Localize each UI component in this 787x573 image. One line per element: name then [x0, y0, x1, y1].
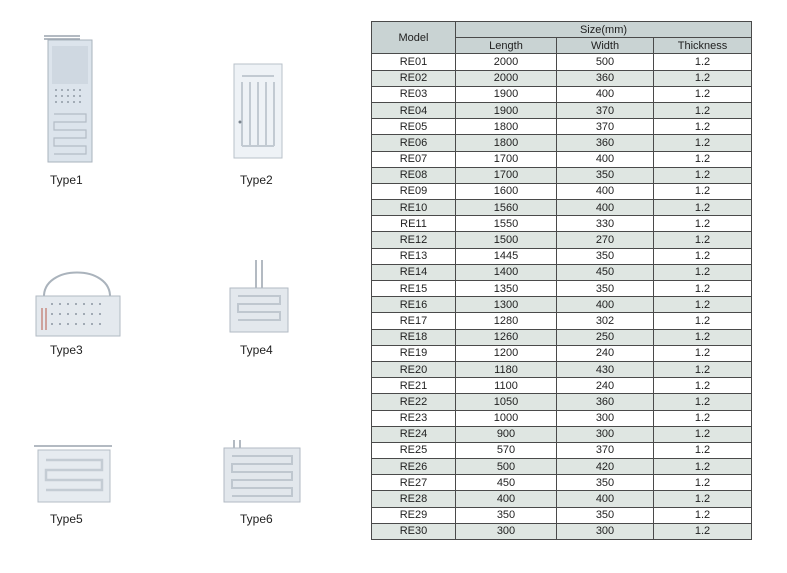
model-cell: RE27	[372, 475, 456, 491]
table-row	[372, 507, 752, 523]
table-row	[372, 491, 752, 507]
length-cell: 1800	[456, 135, 557, 151]
size-header: Size(mm)	[456, 22, 752, 38]
width-cell: 240	[557, 345, 654, 361]
table-row	[372, 345, 752, 361]
length-cell: 1400	[456, 264, 557, 280]
model-cell: RE05	[372, 119, 456, 135]
table-row	[372, 313, 752, 329]
type6-plate-image	[220, 438, 302, 506]
model-cell: RE20	[372, 361, 456, 377]
width-cell: 430	[557, 361, 654, 377]
table-row	[372, 102, 752, 118]
type4-plate-image	[226, 258, 292, 336]
model-cell: RE03	[372, 86, 456, 102]
table-row	[372, 297, 752, 313]
width-cell: 400	[557, 151, 654, 167]
length-cell: 300	[456, 523, 557, 539]
thickness-cell: 1.2	[654, 200, 752, 216]
length-cell: 2000	[456, 54, 557, 70]
width-cell: 400	[557, 200, 654, 216]
length-cell: 1100	[456, 378, 557, 394]
thickness-cell: 1.2	[654, 151, 752, 167]
thickness-cell: 1.2	[654, 297, 752, 313]
table-row	[372, 232, 752, 248]
width-cell: 270	[557, 232, 654, 248]
table-row	[372, 200, 752, 216]
length-cell: 1000	[456, 410, 557, 426]
model-cell: RE14	[372, 264, 456, 280]
table-row	[372, 264, 752, 280]
table-row	[372, 70, 752, 86]
length-cell: 1280	[456, 313, 557, 329]
length-cell: 1800	[456, 119, 557, 135]
thickness-header: Thickness	[654, 38, 752, 54]
width-cell: 240	[557, 378, 654, 394]
model-cell: RE30	[372, 523, 456, 539]
thickness-cell: 1.2	[654, 232, 752, 248]
table-row	[372, 86, 752, 102]
model-cell: RE15	[372, 281, 456, 297]
table-row	[372, 523, 752, 539]
width-cell: 250	[557, 329, 654, 345]
table-row	[372, 135, 752, 151]
table-row	[372, 394, 752, 410]
model-cell: RE18	[372, 329, 456, 345]
length-cell: 1260	[456, 329, 557, 345]
thickness-cell: 1.2	[654, 394, 752, 410]
table-row	[372, 281, 752, 297]
table-row	[372, 410, 752, 426]
length-cell: 570	[456, 442, 557, 458]
width-cell: 302	[557, 313, 654, 329]
width-cell: 350	[557, 475, 654, 491]
table-row	[372, 361, 752, 377]
length-cell: 400	[456, 491, 557, 507]
width-cell: 400	[557, 297, 654, 313]
model-cell: RE16	[372, 297, 456, 313]
thickness-cell: 1.2	[654, 216, 752, 232]
model-cell: RE22	[372, 394, 456, 410]
model-cell: RE07	[372, 151, 456, 167]
table-body	[372, 54, 752, 540]
table-row	[372, 167, 752, 183]
length-cell: 1600	[456, 183, 557, 199]
length-cell: 450	[456, 475, 557, 491]
thickness-cell: 1.2	[654, 167, 752, 183]
length-cell: 1500	[456, 232, 557, 248]
length-cell: 900	[456, 426, 557, 442]
thickness-cell: 1.2	[654, 102, 752, 118]
length-cell: 500	[456, 459, 557, 475]
thickness-cell: 1.2	[654, 523, 752, 539]
length-cell: 1050	[456, 394, 557, 410]
length-cell: 1560	[456, 200, 557, 216]
model-cell: RE01	[372, 54, 456, 70]
thickness-cell: 1.2	[654, 54, 752, 70]
length-cell: 350	[456, 507, 557, 523]
length-cell: 1350	[456, 281, 557, 297]
width-header: Width	[557, 38, 654, 54]
width-cell: 400	[557, 86, 654, 102]
width-cell: 350	[557, 248, 654, 264]
thickness-cell: 1.2	[654, 459, 752, 475]
model-cell: RE04	[372, 102, 456, 118]
length-cell: 1700	[456, 167, 557, 183]
width-cell: 400	[557, 183, 654, 199]
type4-label: Type4	[240, 343, 273, 357]
type3-label: Type3	[50, 343, 83, 357]
model-cell: RE21	[372, 378, 456, 394]
thickness-cell: 1.2	[654, 491, 752, 507]
model-cell: RE09	[372, 183, 456, 199]
thickness-cell: 1.2	[654, 135, 752, 151]
model-cell: RE26	[372, 459, 456, 475]
width-cell: 350	[557, 281, 654, 297]
width-cell: 370	[557, 442, 654, 458]
thickness-cell: 1.2	[654, 264, 752, 280]
type1-label: Type1	[50, 173, 83, 187]
model-cell: RE06	[372, 135, 456, 151]
length-cell: 1180	[456, 361, 557, 377]
type6-label: Type6	[240, 512, 273, 526]
model-cell: RE19	[372, 345, 456, 361]
thickness-cell: 1.2	[654, 345, 752, 361]
table-row	[372, 151, 752, 167]
model-cell: RE13	[372, 248, 456, 264]
thickness-cell: 1.2	[654, 119, 752, 135]
width-cell: 360	[557, 70, 654, 86]
width-cell: 420	[557, 459, 654, 475]
length-cell: 1550	[456, 216, 557, 232]
type5-plate-image	[32, 442, 114, 506]
width-cell: 360	[557, 394, 654, 410]
width-cell: 360	[557, 135, 654, 151]
width-cell: 350	[557, 507, 654, 523]
model-cell: RE23	[372, 410, 456, 426]
length-cell: 1900	[456, 102, 557, 118]
model-header: Model	[372, 22, 456, 54]
model-cell: RE24	[372, 426, 456, 442]
width-cell: 500	[557, 54, 654, 70]
width-cell: 370	[557, 119, 654, 135]
width-cell: 300	[557, 426, 654, 442]
width-cell: 450	[557, 264, 654, 280]
length-cell: 2000	[456, 70, 557, 86]
table-row	[372, 442, 752, 458]
model-cell: RE25	[372, 442, 456, 458]
thickness-cell: 1.2	[654, 378, 752, 394]
model-cell: RE10	[372, 200, 456, 216]
thickness-cell: 1.2	[654, 281, 752, 297]
thickness-cell: 1.2	[654, 361, 752, 377]
thickness-cell: 1.2	[654, 410, 752, 426]
type3-plate-image	[32, 258, 122, 338]
model-cell: RE29	[372, 507, 456, 523]
thickness-cell: 1.2	[654, 475, 752, 491]
width-cell: 370	[557, 102, 654, 118]
model-cell: RE11	[372, 216, 456, 232]
thickness-cell: 1.2	[654, 329, 752, 345]
table-row	[372, 475, 752, 491]
thickness-cell: 1.2	[654, 426, 752, 442]
width-cell: 400	[557, 491, 654, 507]
table-row	[372, 459, 752, 475]
thickness-cell: 1.2	[654, 183, 752, 199]
table-row	[372, 248, 752, 264]
table-row	[372, 183, 752, 199]
length-cell: 1700	[456, 151, 557, 167]
width-cell: 330	[557, 216, 654, 232]
type2-plate-image	[232, 62, 284, 160]
width-cell: 350	[557, 167, 654, 183]
model-cell: RE02	[372, 70, 456, 86]
type1-plate-image	[40, 30, 102, 166]
table-row	[372, 426, 752, 442]
model-cell: RE08	[372, 167, 456, 183]
table-row	[372, 378, 752, 394]
type5-label: Type5	[50, 512, 83, 526]
model-cell: RE12	[372, 232, 456, 248]
thickness-cell: 1.2	[654, 70, 752, 86]
type2-label: Type2	[240, 173, 273, 187]
table-row	[372, 119, 752, 135]
width-cell: 300	[557, 410, 654, 426]
length-cell: 1300	[456, 297, 557, 313]
table-row	[372, 54, 752, 70]
length-cell: 1200	[456, 345, 557, 361]
size-spec-table	[371, 21, 752, 540]
thickness-cell: 1.2	[654, 442, 752, 458]
thickness-cell: 1.2	[654, 507, 752, 523]
length-cell: 1900	[456, 86, 557, 102]
model-cell: RE28	[372, 491, 456, 507]
width-cell: 300	[557, 523, 654, 539]
thickness-cell: 1.2	[654, 313, 752, 329]
length-header: Length	[456, 38, 557, 54]
thickness-cell: 1.2	[654, 248, 752, 264]
model-cell: RE17	[372, 313, 456, 329]
table-row	[372, 329, 752, 345]
table-row	[372, 216, 752, 232]
thickness-cell: 1.2	[654, 86, 752, 102]
length-cell: 1445	[456, 248, 557, 264]
